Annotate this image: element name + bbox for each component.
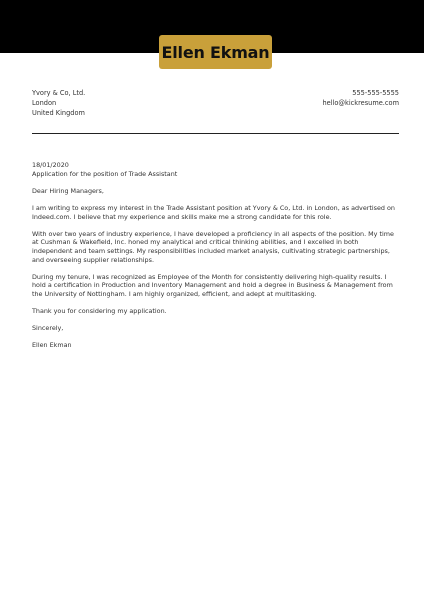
- recipient-city: London: [32, 99, 57, 107]
- letter-closing: Sincerely,: [32, 324, 64, 333]
- applicant-name: Ellen Ekman: [161, 42, 270, 62]
- sender-contact: [322, 88, 399, 108]
- name-plate: [159, 35, 272, 69]
- letter-date: 18/01/2020: [32, 161, 69, 169]
- divider-line: [32, 133, 399, 134]
- email-address: hello@kickresume.com: [322, 99, 399, 107]
- letter-subject: Application for the position of Trade Assistant: [32, 169, 178, 178]
- letter-paragraph-4: Thank you for considering my application.: [32, 307, 167, 316]
- letter-body: [32, 161, 400, 359]
- letter-paragraph-2: With over two years of industry experience, I have developed a proficiency in all aspects of the position. My time at Cushman & Wakefield, Inc. honed my analytical and critical thinking abilities, and I excelled in both independent and team settings. My responsibilities included market analysis, cultivating strategic partnerships, and overseeing supplier relationships.: [32, 229, 394, 264]
- letter-paragraph-1: I am writing to express my interest in the Trade Assistant position at Yvory & Co, Ltd. in London, as advertised on Indeed.com. I believe that my experience and skills make me a strong candidate for this role.: [32, 203, 395, 221]
- recipient-address: [32, 88, 85, 118]
- recipient-company: Yvory & Co, Ltd.: [32, 89, 86, 97]
- recipient-country: United Kingdom: [32, 109, 85, 117]
- letter-signature: Ellen Ekman: [32, 341, 72, 350]
- letter-paragraph-3: During my tenure, I was recognized as Employee of the Month for consistently delivering high-quality results. I hold a certification in Production and Inventory Management and hold a degree in Business & Management from the University of Nottingham. I am highly organized, efficient, and adept at multitasking.: [32, 272, 393, 298]
- phone-number: 555-555-5555: [352, 89, 399, 97]
- letter-greeting: Dear Hiring Managers,: [32, 186, 104, 195]
